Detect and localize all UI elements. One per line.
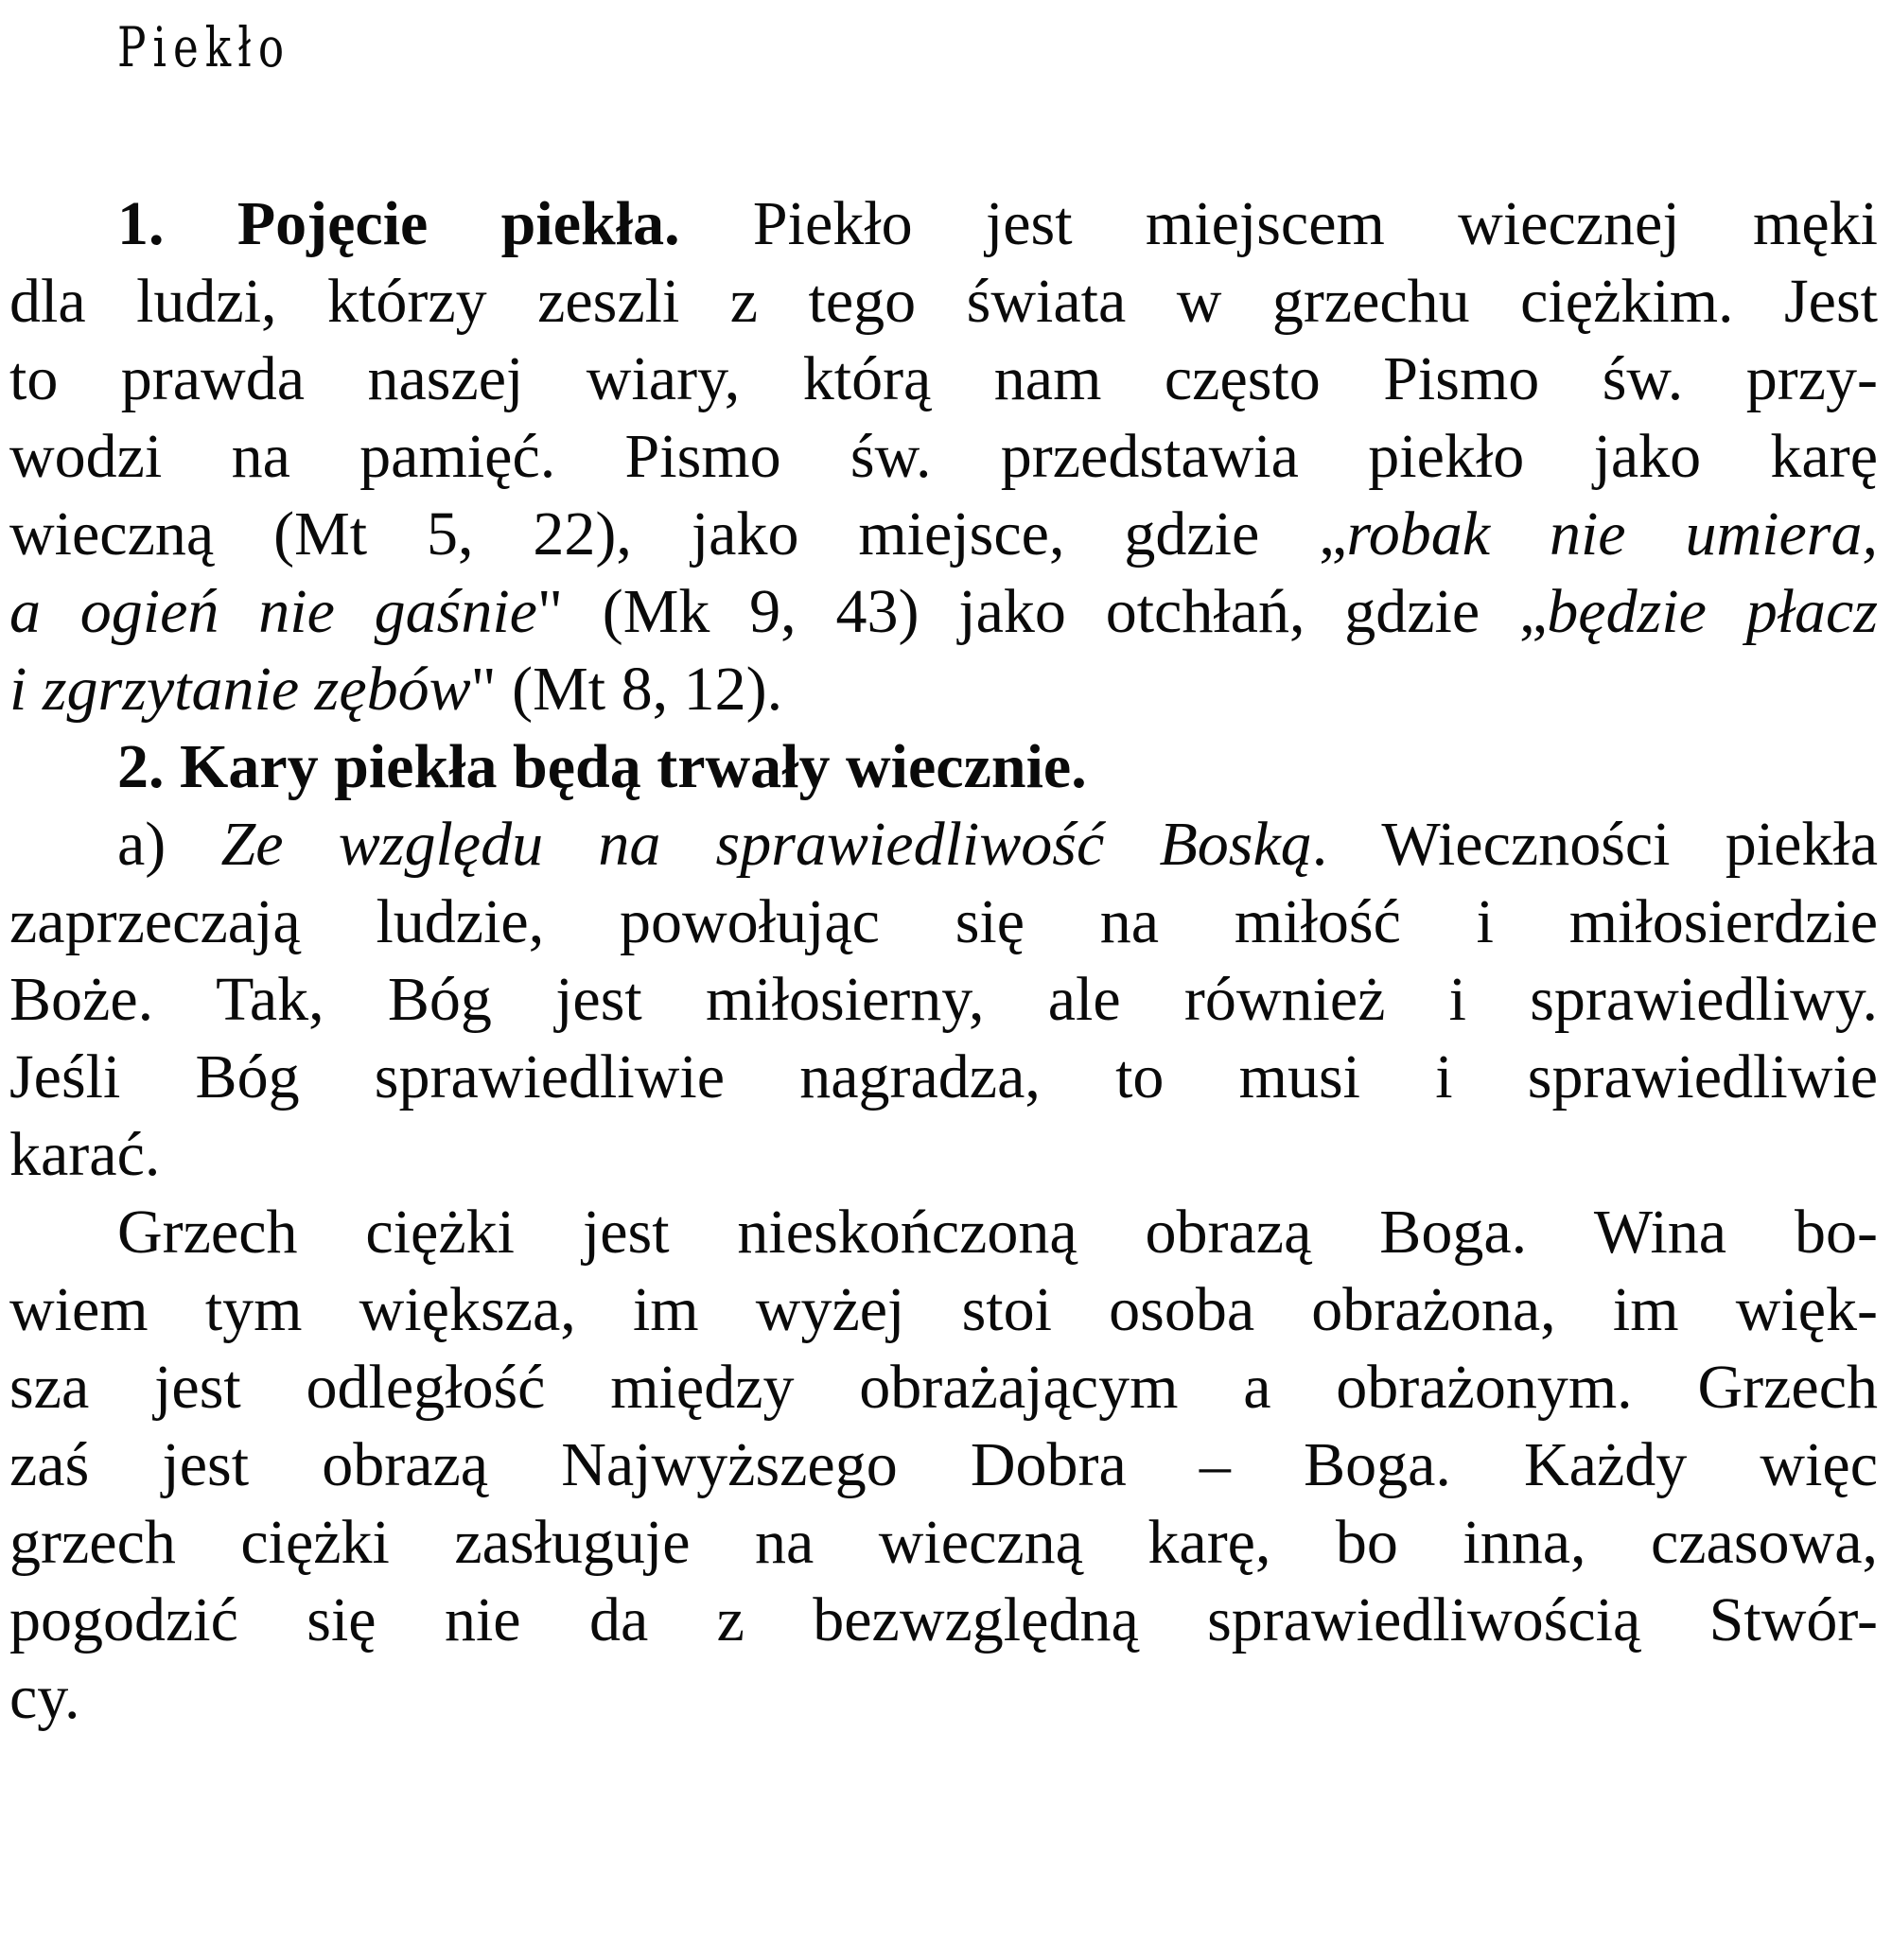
quote-ogien: a ogień nie gaśnie — [9, 577, 537, 646]
section2-heading: 2. Kary piekła będą trwały wiecznie. — [117, 732, 1087, 801]
section2-line-2: zaprzeczają ludzie, powołując się na miłość i miłosierdzie — [9, 887, 1878, 956]
section1-line-3: to prawda naszej wiary, którą nam często Pismo św. przy- — [9, 344, 1878, 413]
paragraph2-line-4: zaś jest obrazą Najwyższego Dobra – Boga. Każdy więc — [9, 1430, 1878, 1499]
paragraph2-line-6: pogodzić się nie da z bezwzględną sprawiedliwością Stwór- — [9, 1585, 1878, 1654]
subpoint-title: Ze względu na sprawiedliwość Boską — [220, 810, 1312, 879]
subpoint-label: a) — [117, 810, 221, 879]
quote-placz: będzie płacz — [1547, 577, 1879, 646]
quote-zgrzytanie: i zgrzytanie zębów — [9, 655, 471, 724]
section2-line-4: Jeśli Bóg sprawiedliwie nagradza, to musi i sprawiedliwie — [9, 1042, 1878, 1111]
paragraph2-line-2: wiem tym większa, im wyżej stoi osoba obrażona, im więk- — [9, 1275, 1878, 1344]
section1-line-4: wodzi na pamięć. Pismo św. przedstawia piekło jako karę — [9, 422, 1878, 491]
section1-heading: 1. Pojęcie piekła. — [117, 189, 680, 258]
section2-line-1: a) Ze względu na sprawiedliwość Boską. Wieczności piekła — [117, 810, 1879, 879]
paragraph2-line-1: Grzech ciężki jest nieskończoną obrazą Boga. Wina bo- — [117, 1198, 1878, 1267]
section2-line-5: karać. — [9, 1120, 161, 1189]
section1-line-1: 1. Pojęcie piekła. Piekło jest miejscem wiecznej męki — [117, 189, 1878, 258]
section1-line-5: wieczną (Mt 5, 22), jako miejsce, gdzie „robak nie umiera, — [9, 499, 1878, 569]
paragraph2-line-3: sza jest odległość między obrażającym a obrażonym. Grzech — [9, 1353, 1878, 1422]
paragraph2-line-5: grzech ciężki zasługuje na wieczną karę, bo inna, czasowa, — [9, 1508, 1878, 1577]
quote-robak: robak nie umiera, — [1346, 499, 1878, 569]
section1-line-7: i zgrzytanie zębów" (Mt 8, 12). — [9, 655, 783, 724]
paragraph2-line-7: cy. — [9, 1663, 80, 1732]
running-title: Piekło — [117, 15, 291, 79]
section2-line-3: Boże. Tak, Bóg jest miłosierny, ale również i sprawiedliwy. — [9, 965, 1878, 1034]
section1-line-2: dla ludzi, którzy zeszli z tego świata w grzechu ciężkim. Jest — [9, 267, 1878, 336]
section1-line-6: a ogień nie gaśnie" (Mk 9, 43) jako otchłań, gdzie „będzie płacz — [9, 577, 1879, 646]
